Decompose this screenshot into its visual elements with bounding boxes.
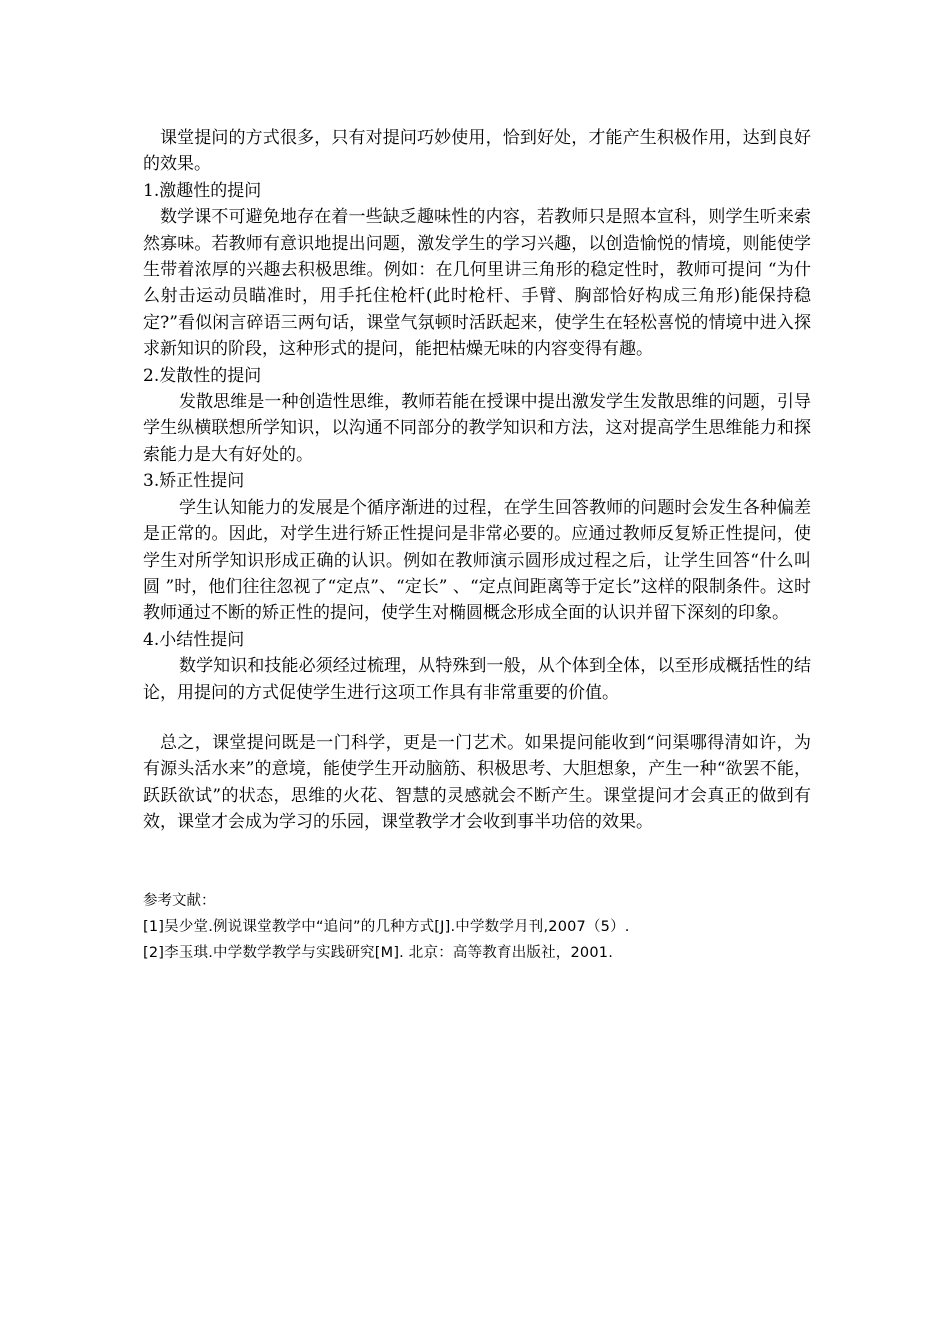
section-heading-4: 4.小结性提问 [143,629,245,650]
conclusion-paragraph: 总之，课堂提问既是一门科学，更是一门艺术。如果提问能收到“问渠哪得清如许，为有源头活水来”的意境，能使学生开动脑筋、积极思考、大胆想象，产生一种“欲罢不能，跃跃欲试”的状态，思维的火花、智慧的灵感就会不断产生。课堂提问才会真正的做到有效，课堂才会成为学习的乐园，课堂教学才会收到事半功倍的效果。 [143,732,811,833]
references-title: 参考文献： [143,892,216,909]
reference-item-2: [2]李玉琪.中学数学教学与实践研究[M]. 北京：高等教育出版社，2001. [143,944,613,961]
references-spacer [143,836,811,888]
section-paragraph-4: 数学知识和技能必须经过梳理，从特殊到一般，从个体到全体，以至形成概括性的结论，用提问的方式促使学生进行这项工作具有非常重要的价值。 [143,656,811,703]
section-heading-1: 1.激趣性的提问 [143,180,262,201]
section-heading-3: 3.矫正性提问 [143,471,245,492]
section-paragraph-2: 发散思维是一种创造性思维，教师若能在授课中提出激发学生发散思维的问题，引导学生纵横联想所学知识，以沟通不同部分的教学知识和方法，这对提高学生思维能力和探索能力是大有好处的。 [143,392,811,465]
section-paragraph-1: 数学课不可避免地存在着一些缺乏趣味性的内容，若教师只是照本宣科，则学生听来索然寡味。若教师有意识地提出问题，激发学生的学习兴趣，以创造愉悦的情境，则能使学生带着浓厚的兴趣去积极思维。例如：在几何里讲三角形的稳定性时，教师可提问 “为什么射击运动员瞄准时，用手托住枪杆(此时枪杆、手臂、胸部恰好构成三角形)能保持稳定?”看似闲言碎语三两句话，课堂气氛顿时活跃起来，使学生在轻松喜悦的情境中进入探求新知识的阶段，这种形式的提问，能把枯燥无味的内容变得有趣。 [143,207,811,360]
article-body [143,125,811,966]
intro-paragraph: 课堂提问的方式很多，只有对提问巧妙使用，恰到好处，才能产生积极作用，达到良好的效果。 [143,128,811,175]
paragraph-spacer [143,706,811,730]
reference-item-1: [1]吴少堂.例说课堂教学中“追问”的几种方式[J].中学数学月刊,2007（5）. [143,918,630,935]
section-paragraph-3: 学生认知能力的发展是个循序渐进的过程，在学生回答教师的问题时会发生各种偏差是正常的。因此，对学生进行矫正性提问是非常必要的。应通过教师反复矫正性提问，使学生对所学知识形成正确的认识。例如在教师演示圆形成过程之后，让学生回答“什么叫圆 ”时，他们往往忽视了“定点”、“定长” 、“定点间距离等于定长”这样的限制条件。这时教师通过不断的矫正性的提问，使学生对椭圆概念形成全面的认识并留下深刻的印象。 [143,497,811,624]
section-heading-2: 2.发散性的提问 [143,365,262,386]
